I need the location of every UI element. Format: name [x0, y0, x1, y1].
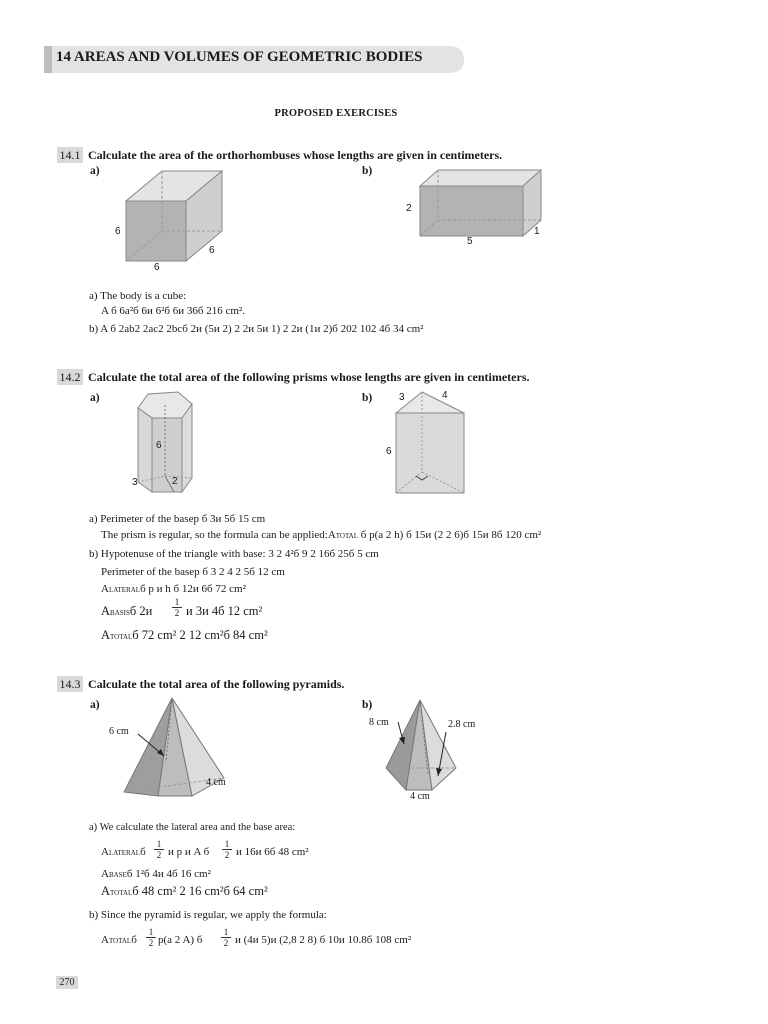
box-height-label: 2 — [406, 203, 412, 214]
fraction: 1 2 — [154, 839, 164, 860]
solution-line: ALATERALб — [101, 846, 146, 858]
fraction: 1 2 — [222, 839, 232, 860]
solution-line: Perimeter of the basep б 3 2 4 2 5б 12 cm — [101, 566, 285, 578]
hexagonal-prism-figure — [130, 388, 210, 498]
exercise-number: 14.2 — [57, 369, 83, 385]
prism-edge-b-label: 4 — [442, 390, 448, 401]
solution-line: и 16и 6б 48 cm² — [236, 846, 309, 858]
solution-line: a) We calculate the lateral area and the base area: — [89, 822, 296, 833]
solution-line: ABASISб 2и — [101, 604, 153, 618]
solution-line: и p и A б — [168, 846, 210, 858]
chapter-title: 14 AREAS AND VOLUMES OF GEOMETRIC BODIES — [56, 49, 423, 65]
prism-apothem-label: 2 — [172, 476, 178, 487]
fraction: 1 2 — [172, 597, 182, 618]
slant-label: 8 cm — [369, 717, 389, 728]
fraction: 1 2 — [146, 927, 156, 948]
prism-height-label: 6 — [156, 440, 162, 451]
part-label-b: b) — [362, 699, 373, 711]
section-title: PROPOSED EXERCISES — [274, 108, 398, 119]
solution-line: ALATERALб p и h б 12и 6б 72 cm² — [101, 583, 246, 595]
solution-line: ATOTALб — [101, 934, 137, 946]
part-label-a: a) — [90, 165, 100, 177]
solution-line: A б 6a²б 6и 6²б 6и 36б 216 cm². — [101, 305, 245, 317]
solution-line: и (4и 5)и (2,8 2 8) б 10и 10.8б 108 cm² — [235, 934, 412, 946]
solution-line: b) Hypotenuse of the triangle with base: 3 2 4²б 9 2 16б 25б 5 cm — [89, 548, 379, 560]
cube-figure — [110, 165, 240, 275]
slant-label: 6 cm — [109, 726, 129, 737]
solution-line: a) The body is a cube: — [89, 290, 187, 302]
fraction: 1 2 — [221, 927, 231, 948]
part-label-a: a) — [90, 392, 100, 404]
exercise-number: 14.1 — [57, 147, 83, 163]
solution-line: b) A б 2ab2 2ac2 2bcб 2и (5и 2) 2 2и 5и 1) 2 2и (1и 2)б 202 102 4б 34 cm² — [89, 323, 424, 335]
solution-line: The prism is regular, so the formula can be applied:ATOTAL б p(a 2 h) б 15и (2 2 6)б 15и 8б 120 cm² — [101, 529, 542, 541]
cube-width-label: 6 — [154, 262, 160, 273]
cube-depth-label: 6 — [209, 245, 215, 256]
solution-line: a) Perimeter of the basep б 3и 5б 15 cm — [89, 513, 266, 525]
apothem-label: 2.8 cm — [448, 719, 476, 730]
prism-height-label: 6 — [386, 446, 392, 457]
exercise-title: Calculate the total area of the following prisms whose lengths are given in centimeters. — [88, 370, 530, 384]
part-label-b: b) — [362, 165, 373, 177]
part-label-a: a) — [90, 699, 100, 711]
solution-line: ATOTALб 72 cm² 2 12 cm²б 84 cm² — [101, 628, 268, 642]
base-label: 4 cm — [206, 777, 226, 788]
solution-line: b) Since the pyramid is regular, we apply the formula: — [89, 909, 327, 921]
exercise-title: Calculate the total area of the following pyramids. — [88, 677, 345, 691]
box-width-label: 5 — [467, 236, 473, 247]
box-figure — [418, 168, 548, 240]
part-label-b: b) — [362, 392, 373, 404]
exercise-number: 14.3 — [57, 676, 83, 692]
base-label: 4 cm — [410, 791, 430, 802]
pentagonal-pyramid-figure — [384, 698, 484, 794]
triangular-prism-figure — [392, 388, 472, 498]
exercise-title: Calculate the area of the orthorhombuses whose lengths are given in centimeters. — [88, 148, 503, 162]
cube-height-label: 6 — [115, 226, 121, 237]
solution-line: ATOTALб 48 cm² 2 16 cm²б 64 cm² — [101, 884, 268, 898]
solution-line: p(a 2 A) б — [158, 934, 203, 946]
solution-line: ABASEб 1²б 4и 4б 16 cm² — [101, 868, 211, 880]
prism-side-label: 3 — [132, 477, 138, 488]
solution-line: и 3и 4б 12 cm² — [186, 604, 263, 618]
page-number: 270 — [56, 976, 78, 989]
box-depth-label: 1 — [534, 226, 540, 237]
prism-edge-a-label: 3 — [399, 392, 405, 403]
